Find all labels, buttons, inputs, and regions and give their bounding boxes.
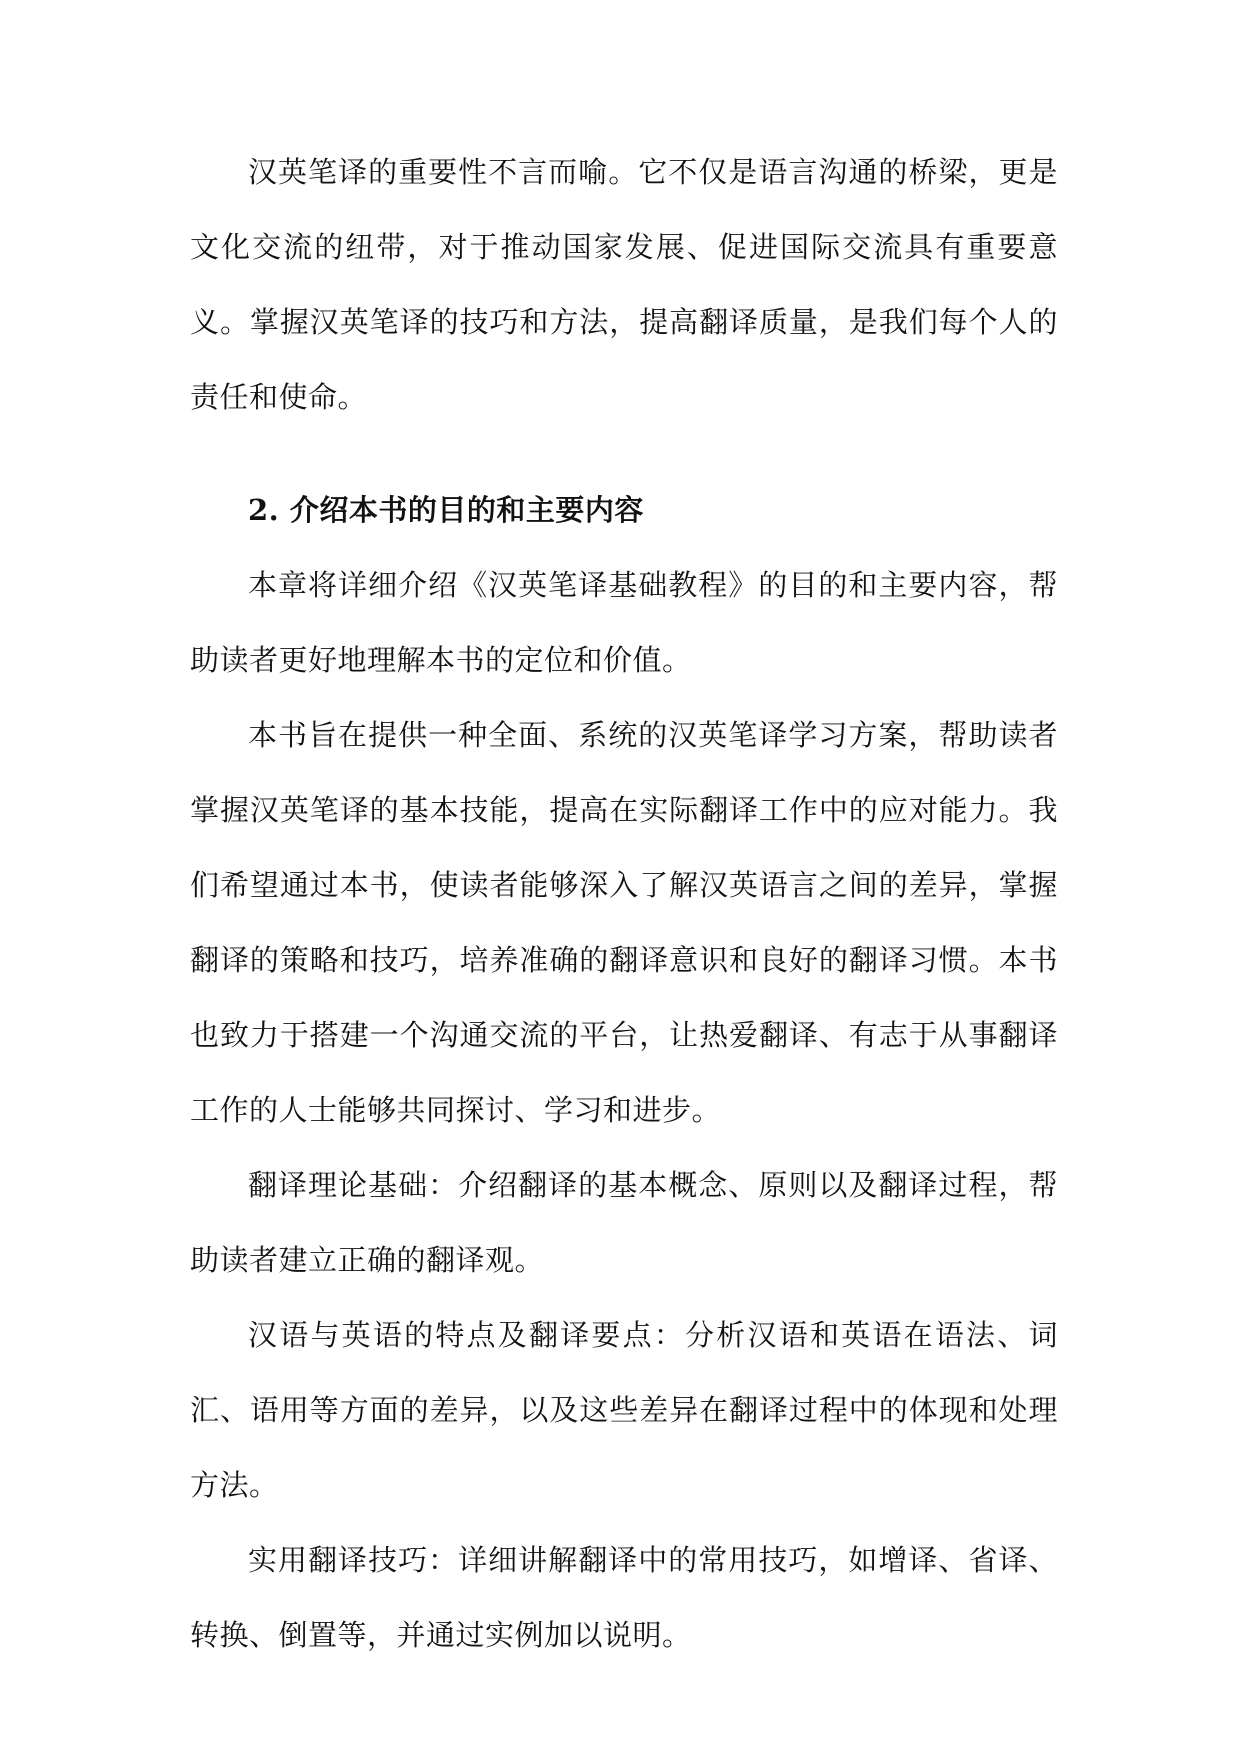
paragraph-importance: 汉英笔译的重要性不言而喻。它不仅是语言沟通的桥梁，更是文化交流的纽带，对于推动国家发展、促进国际交流具有重要意义。掌握汉英笔译的技巧和方法，提高翻译质量，是我们每个人的责任和使命。 [190,155,1058,414]
paragraph-language-features: 汉语与英语的特点及翻译要点：分析汉语和英语在语法、词汇、语用等方面的差异，以及这些差异在翻译过程中的体现和处理方法。 [190,1318,1058,1502]
paragraph-purpose: 本书旨在提供一种全面、系统的汉英笔译学习方案，帮助读者掌握汉英笔译的基本技能，提高在实际翻译工作中的应对能力。我们希望通过本书，使读者能够深入了解汉英语言之间的差异，掌握翻译的策略和技巧，培养准确的翻译意识和良好的翻译习惯。本书也致力于搭建一个沟通交流的平台，让热爱翻译、有志于从事翻译工作的人士能够共同探讨、学习和进步。 [190,718,1058,1127]
paragraph-intro: 本章将详细介绍《汉英笔译基础教程》的目的和主要内容，帮助读者更好地理解本书的定位和价值。 [190,568,1058,677]
paragraph-techniques: 实用翻译技巧：详细讲解翻译中的常用技巧，如增译、省译、转换、倒置等，并通过实例加以说明。 [190,1543,1058,1652]
paragraph-theory: 翻译理论基础：介绍翻译的基本概念、原则以及翻译过程，帮助读者建立正确的翻译观。 [190,1168,1058,1277]
document-body [190,135,1058,1673]
section-heading: 2. 介绍本书的目的和主要内容 [248,493,644,527]
